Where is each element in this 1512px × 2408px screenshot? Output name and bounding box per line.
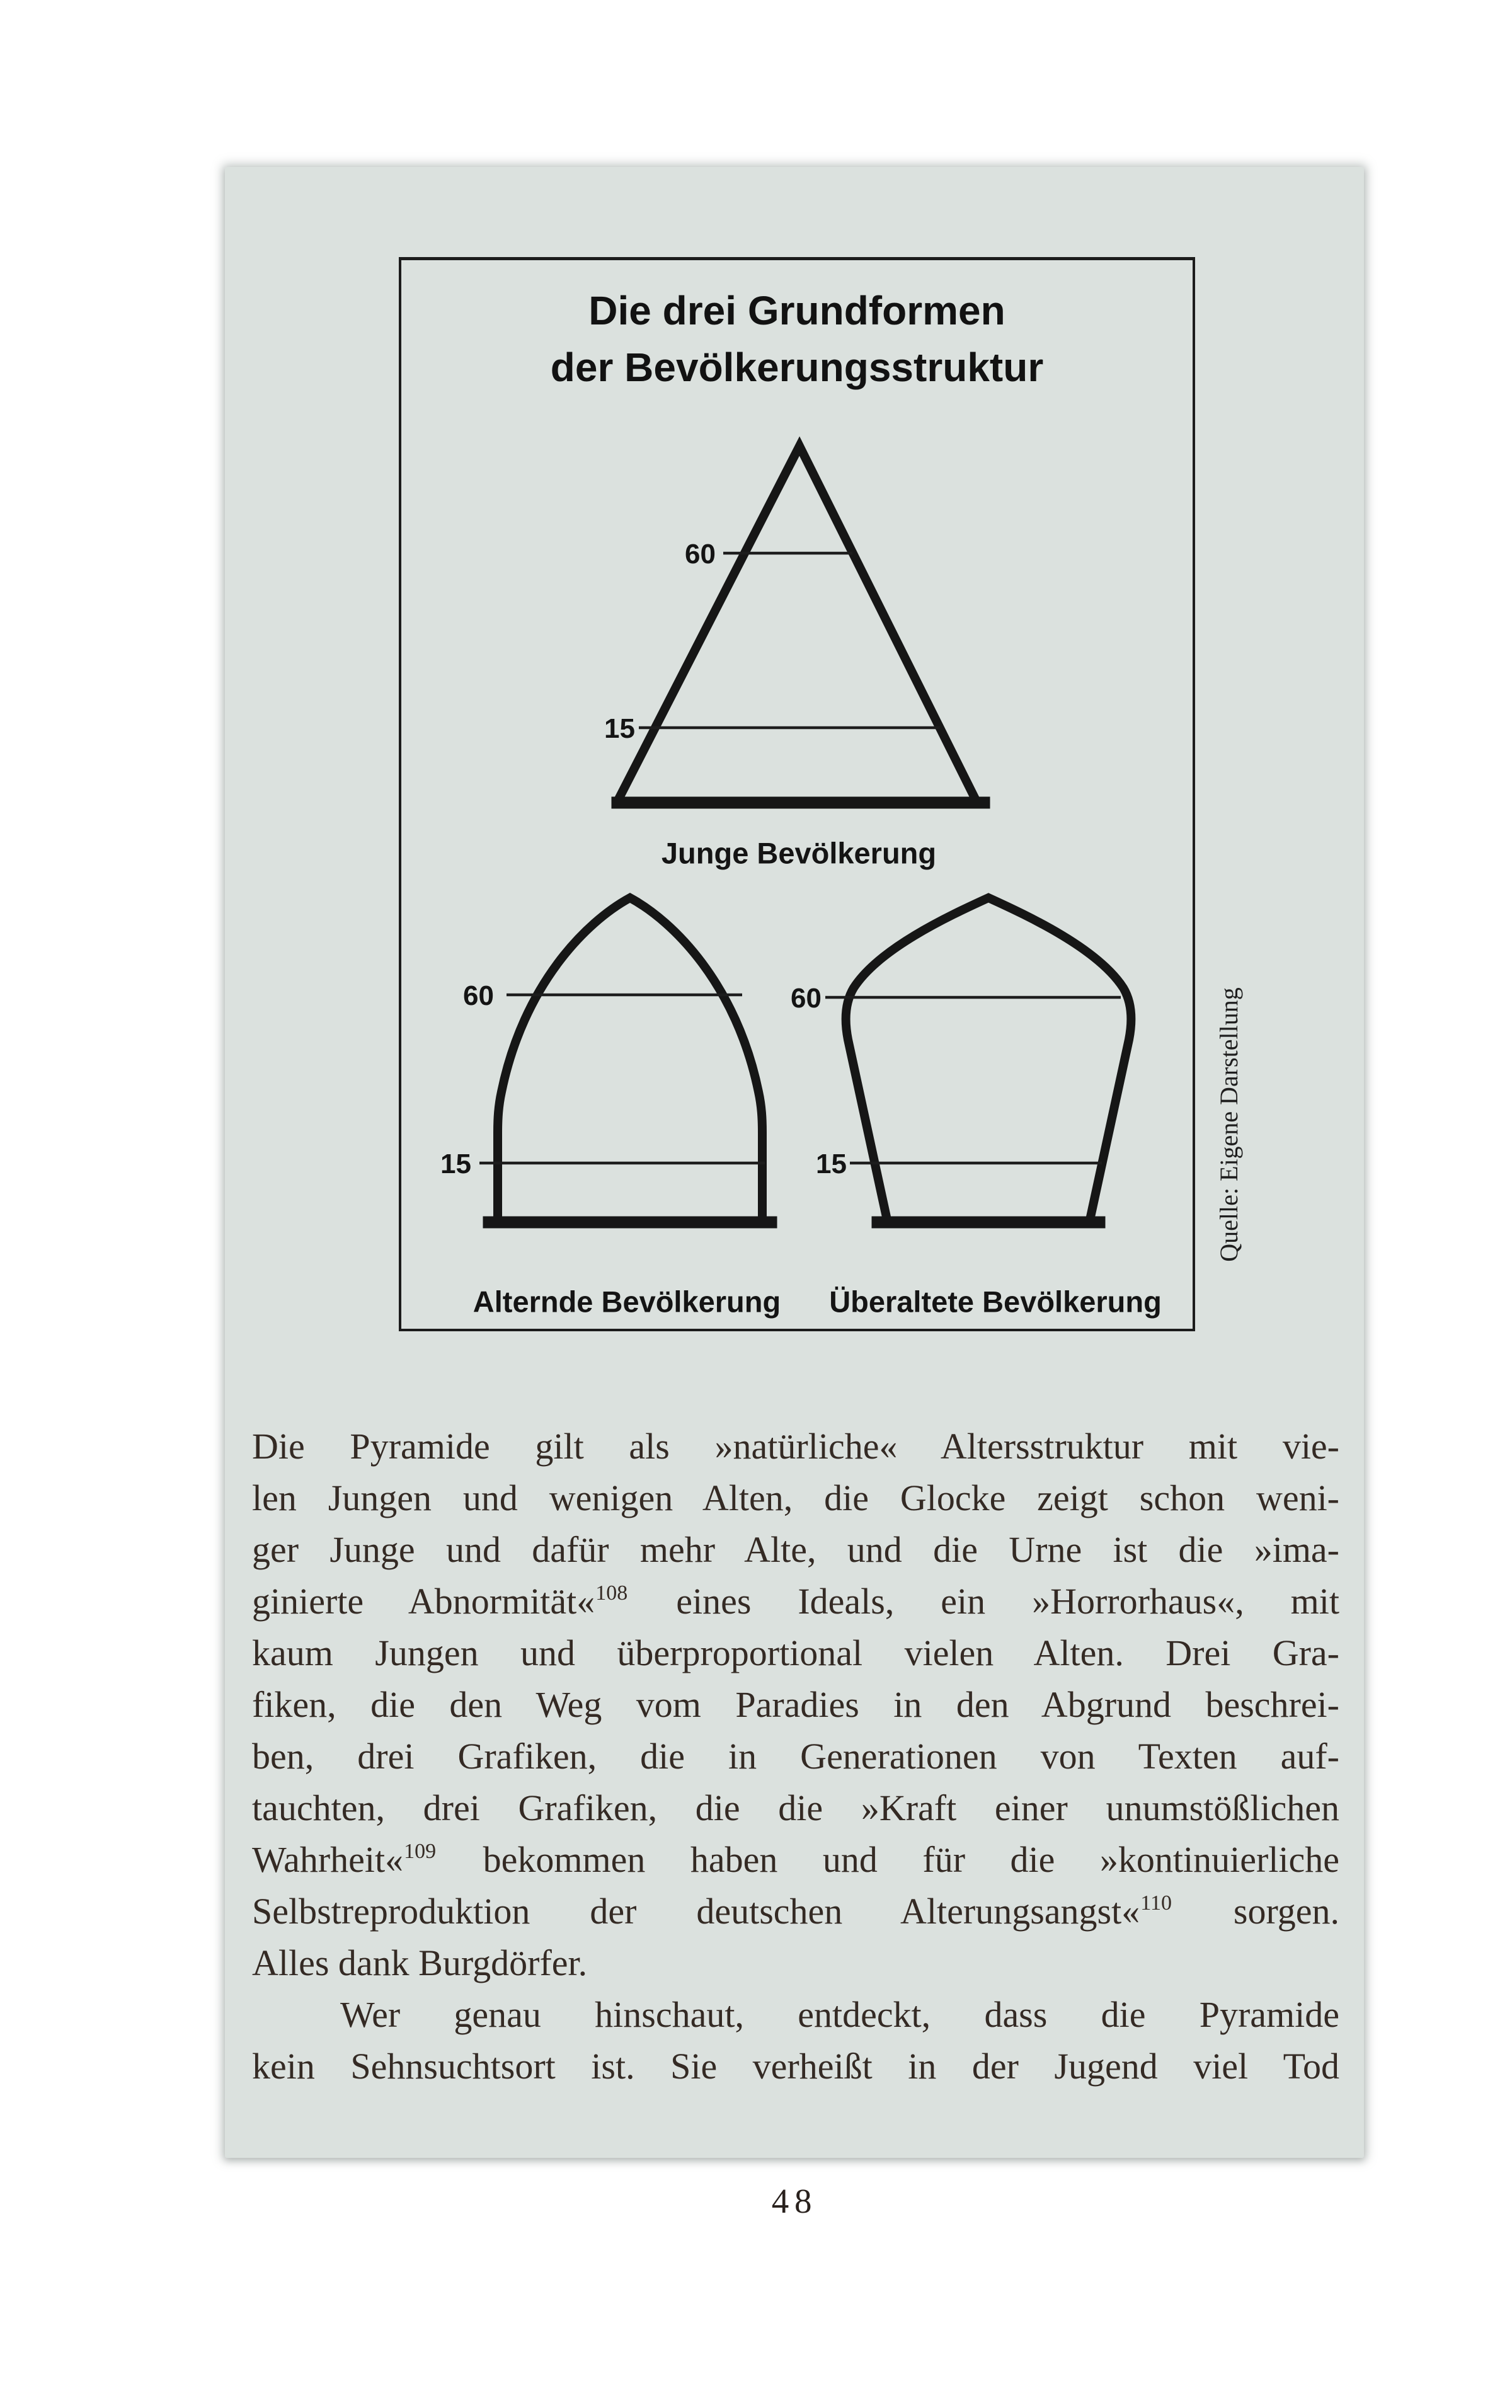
body-line-text: bekommen haben und für die »kontinuierliche — [438, 1839, 1339, 1880]
body-line — [252, 1627, 1339, 1679]
figure-title-line2: der Bevölkerungsstruktur — [550, 345, 1044, 390]
body-line — [252, 1937, 1339, 1989]
urn-tick-15: 15 — [816, 1149, 847, 1179]
body-line — [252, 1421, 1339, 1472]
body-line-text: kein Sehnsuchtsort ist. Sie verheißt in der Jugend viel Tod — [252, 2046, 1339, 2087]
bell-caption: Alternde Bevölkerung — [472, 1285, 781, 1319]
population-shapes-diagram — [399, 257, 1195, 1331]
urn-tick-60: 60 — [791, 983, 822, 1014]
body-line-text: tauchten, drei Grafiken, die die »Kraft einer unumstößlichen — [252, 1787, 1339, 1828]
body-line — [252, 1989, 1339, 2041]
body-line-text: fiken, die den Weg vom Paradies in den Abgrund beschrei- — [252, 1684, 1339, 1725]
body-line-text: kaum Jungen und überproportional vielen Alten. Drei Gra- — [252, 1632, 1339, 1673]
pyramid-caption: Junge Bevölkerung — [661, 836, 937, 870]
pyramid-outline — [617, 446, 976, 801]
urn-outline — [846, 898, 1131, 1220]
bell-tick-60: 60 — [463, 980, 494, 1011]
body-line — [252, 1576, 1339, 1627]
body-line-text: ginierte Abnormität« — [252, 1581, 595, 1622]
pyramid-tick-60: 60 — [685, 539, 716, 570]
body-line — [252, 1679, 1339, 1731]
footnote-ref-110: 110 — [1140, 1891, 1172, 1915]
page-number: 48 — [771, 2182, 818, 2220]
body-line-text: Die Pyramide gilt als »natürliche« Altersstruktur mit vie- — [252, 1426, 1339, 1467]
figure-title-line1: Die drei Grundformen — [588, 288, 1005, 333]
pyramid-tick-15: 15 — [604, 713, 635, 744]
body-line-text: sorgen. — [1173, 1891, 1339, 1932]
body-text — [252, 1421, 1339, 2092]
body-line-text: ben, drei Grafiken, die in Generationen von Texten auf- — [252, 1736, 1339, 1777]
body-line-text: Wer genau hinschaut, entdeckt, dass die Pyramide — [340, 1994, 1339, 2035]
body-line-text: Alles dank Burgdörfer. — [252, 1942, 588, 1983]
bell-outline — [498, 898, 762, 1220]
body-line-text: Wahrheit« — [252, 1839, 404, 1880]
footnote-ref-108: 108 — [595, 1581, 628, 1605]
body-line — [252, 1834, 1339, 1886]
body-line-text: ger Junge und dafür mehr Alte, und die Urne ist die »ima- — [252, 1529, 1339, 1570]
body-line — [252, 1782, 1339, 1834]
body-line — [252, 1472, 1339, 1524]
body-line — [252, 1731, 1339, 1782]
body-line-text: Selbstreproduktion der deutschen Alterungsangst« — [252, 1891, 1140, 1932]
body-line — [252, 1886, 1339, 1937]
body-line — [252, 2041, 1339, 2092]
footnote-ref-109: 109 — [404, 1839, 437, 1863]
body-line-text: len Jungen und wenigen Alten, die Glocke zeigt schon weni- — [252, 1477, 1339, 1518]
bell-tick-15: 15 — [440, 1149, 471, 1179]
body-line-text: eines Ideals, ein »Horrorhaus«, mit — [629, 1581, 1339, 1622]
figure-source-note: Quelle: Eigene Darstellung — [1215, 987, 1243, 1262]
body-line — [252, 1524, 1339, 1576]
urn-caption: Überaltete Bevölkerung — [829, 1285, 1162, 1319]
